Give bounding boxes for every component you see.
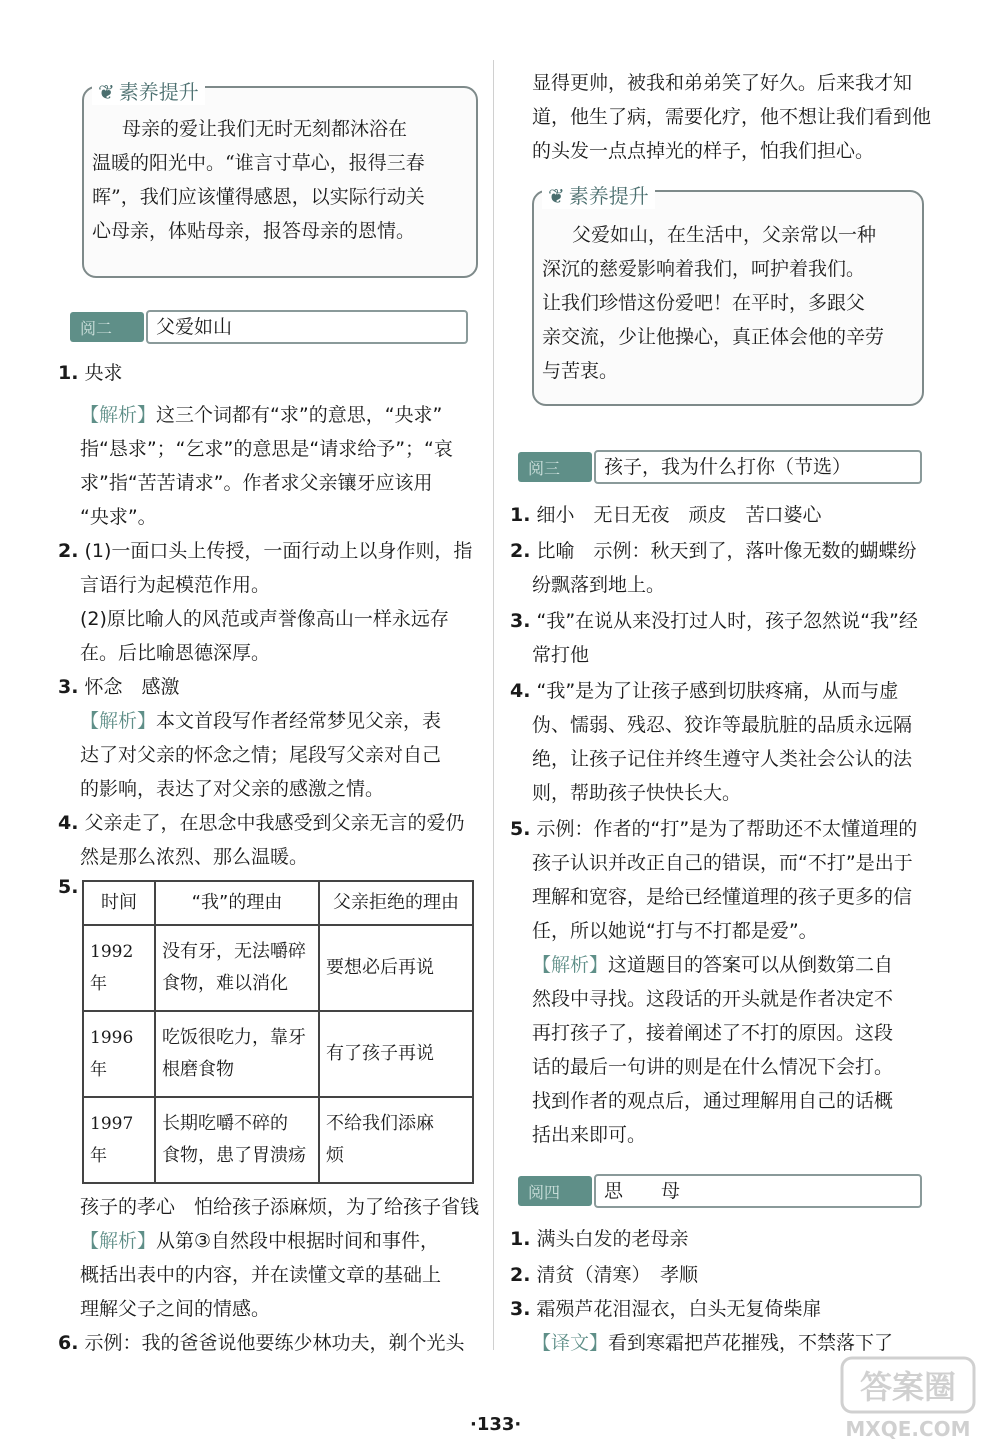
analysis-line: 指“恳求”；“乞求”的意思是“请求给予”；“哀 xyxy=(80,438,453,460)
watermark-logo xyxy=(838,1352,978,1442)
answer-line: 然是那么浓烈、那么温暖。 xyxy=(80,846,309,868)
leaf-icon: ❦ xyxy=(548,184,565,208)
question-2: 2. 清贫（清寒） 孝顺 xyxy=(510,1264,699,1286)
answer-line: 理解和宽容，是给已经懂道理的孩子更多的信 xyxy=(532,886,913,908)
answer-line: 的头发一点点掉光的样子，怕我们担心。 xyxy=(532,140,875,162)
question-6: 6. 示例：我的爸爸说他要练少林功夫，剃个光头 xyxy=(58,1332,465,1354)
question-1: 1. 细小 无日无夜 顽皮 苦口婆心 xyxy=(510,504,822,526)
column-divider xyxy=(493,60,494,1350)
question-1: 1. 满头白发的老母亲 xyxy=(510,1228,689,1250)
section-badge: 阅四 xyxy=(518,1176,592,1206)
table-row xyxy=(83,1097,473,1183)
literacy-box-1 xyxy=(82,80,478,278)
section-header-2 xyxy=(70,312,466,342)
box-line: 亲交流，少让他操心，真正体会他的辛劳 xyxy=(542,326,885,348)
answer-line: 任，所以她说“打与不打都是爱”。 xyxy=(532,920,818,942)
box-line: 晖”，我们应该懂得感恩，以实际行动关 xyxy=(92,186,425,208)
table-cell-refusal: 要想必后再说 xyxy=(319,925,473,1011)
question-5: 5. xyxy=(58,876,79,898)
analysis-line: 找到作者的观点后，通过理解用自己的话概 xyxy=(532,1090,894,1112)
analysis-line: “央求”。 xyxy=(80,506,157,528)
answer-line: 纷飘落到地上。 xyxy=(532,574,666,596)
box-line: 深沉的慈爱影响着我们，呵护着我们。 xyxy=(542,258,866,280)
box-line: 让我们珍惜这份爱吧！在平时，多跟父 xyxy=(542,292,866,314)
analysis-5: 【解析】从第③自然段中根据时间和事件， xyxy=(80,1230,440,1252)
box-line: 温暖的阳光中。“谁言寸草心，报得三春 xyxy=(92,152,425,174)
table-cell-reason: 长期吃嚼不碎的 食物，患了胃溃疡 xyxy=(155,1097,319,1183)
literacy-box-title: ❦ 素养提升 xyxy=(542,180,655,209)
svg-text:MXQE.COM: MXQE.COM xyxy=(845,1417,971,1441)
question-2: 2. 比喻 示例：秋天到了，落叶像无数的蝴蝶纷 xyxy=(510,540,917,562)
section-badge: 阅二 xyxy=(70,312,144,342)
analysis-line: 的影响，表达了对父亲的感激之情。 xyxy=(80,778,385,800)
question-2: 2. (1)一面口头上传授，一面行动上以身作则，指 xyxy=(58,540,473,562)
table-cell-year: 1992 年 xyxy=(83,925,155,1011)
section-header-3 xyxy=(518,452,922,482)
analysis-3: 【解析】本文首段写作者经常梦见父亲，表 xyxy=(80,710,442,732)
answer-line: (2)原比喻人的风范或声誉像高山一样永远存 xyxy=(80,608,449,630)
analysis-line: 然段中寻找。这段话的开头就是作者决定不 xyxy=(532,988,894,1010)
analysis-line: 求”指“苦苦请求”。作者求父亲镶牙应该用 xyxy=(80,472,433,494)
section-title: 思 母 xyxy=(594,1174,922,1208)
leaf-icon: ❦ xyxy=(98,80,115,104)
table-cell-reason: 没有牙，无法嚼碎 食物，难以消化 xyxy=(155,925,319,1011)
answer-line: 孩子认识并改正自己的错误，而“不打”是出于 xyxy=(532,852,913,874)
table-cell-year: 1997 年 xyxy=(83,1097,155,1183)
answer-line: 道，他生了病，需要化疗，他不想让我们看到他 xyxy=(532,106,932,128)
analysis-line: 再打孩子了，接着阐述了不打的原因。这段 xyxy=(532,1022,894,1044)
table-cell-refusal: 不给我们添麻 烦 xyxy=(319,1097,473,1183)
answer-line: 言语行为起模范作用。 xyxy=(80,574,271,596)
table-cell-reason: 吃饭很吃力，靠牙 根磨食物 xyxy=(155,1011,319,1097)
translation: 【译文】看到寒霜把芦花摧残，不禁落下了 xyxy=(532,1332,894,1354)
analysis-5: 【解析】这道题目的答案可以从倒数第二自 xyxy=(532,954,894,976)
box-line: 父爱如山，在生活中，父亲常以一种 xyxy=(572,224,877,246)
question-3: 3. “我”在说从来没打过人时，孩子忽然说“我”经 xyxy=(510,610,918,632)
section-title: 孩子，我为什么打你（节选） xyxy=(594,450,922,484)
table-header: “我”的理由 xyxy=(155,881,319,925)
question-3: 3. 霜殒芦花泪湿衣，白头无复倚柴扉 xyxy=(510,1298,822,1320)
table-cell-refusal: 有了孩子再说 xyxy=(319,1011,473,1097)
analysis-line: 理解父子之间的情感。 xyxy=(80,1298,271,1320)
table-cell-year: 1996 年 xyxy=(83,1011,155,1097)
answer-line: 在。后比喻恩德深厚。 xyxy=(80,642,271,664)
table-row xyxy=(83,1011,473,1097)
page-number: ·133· xyxy=(470,1414,522,1435)
answer-line: 显得更帅，被我和弟弟笑了好久。后来我才知 xyxy=(532,72,913,94)
section-title: 父爱如山 xyxy=(146,310,468,344)
answer-line: 则，帮助孩子快快长大。 xyxy=(532,782,742,804)
section-badge: 阅三 xyxy=(518,452,592,482)
question-3: 3. 怀念 感激 xyxy=(58,676,180,698)
table-header: 时间 xyxy=(83,881,155,925)
answer-line: 常打他 xyxy=(532,644,590,666)
analysis-line: 达了对父亲的怀念之情；尾段写父亲对自己 xyxy=(80,744,442,766)
answer-line: 绝，让孩子记住并终生遵守人类社会公认的法 xyxy=(532,748,913,770)
question-4: 4. “我”是为了让孩子感到切肤疼痛，从而与虚 xyxy=(510,680,899,702)
question-4: 4. 父亲走了，在思念中我感受到父亲无言的爱仍 xyxy=(58,812,465,834)
svg-text:答案圈: 答案圈 xyxy=(859,1368,957,1406)
literacy-box-title: ❦ 素养提升 xyxy=(92,76,205,105)
question-5: 5. 示例：作者的“打”是为了帮助还不太懂道理的 xyxy=(510,818,918,840)
analysis-line: 话的最后一句讲的则是在什么情况下会打。 xyxy=(532,1056,894,1078)
section-header-4 xyxy=(518,1176,922,1206)
answer-line: 伪、懦弱、残忍、狡诈等最肮脏的品质永远隔 xyxy=(532,714,913,736)
table-header: 父亲拒绝的理由 xyxy=(319,881,473,925)
analysis-line: 括出来即可。 xyxy=(532,1124,647,1146)
reasons-table xyxy=(82,880,474,1184)
answer-line: 孩子的孝心 怕给孩子添麻烦，为了给孩子省钱 xyxy=(80,1196,480,1218)
box-line: 心母亲，体贴母亲，报答母亲的恩情。 xyxy=(92,220,416,242)
question-1: 1. 央求 xyxy=(58,362,123,384)
table-header-row xyxy=(83,881,473,925)
box-line: 母亲的爱让我们无时无刻都沐浴在 xyxy=(122,118,408,140)
watermark-icon xyxy=(838,1352,978,1442)
literacy-box-2 xyxy=(532,184,924,406)
analysis-1: 【解析】这三个词都有“求”的意思，“央求” xyxy=(80,404,443,426)
box-line: 与苦衷。 xyxy=(542,360,619,382)
analysis-line: 概括出表中的内容，并在读懂文章的基础上 xyxy=(80,1264,442,1286)
table-row xyxy=(83,925,473,1011)
